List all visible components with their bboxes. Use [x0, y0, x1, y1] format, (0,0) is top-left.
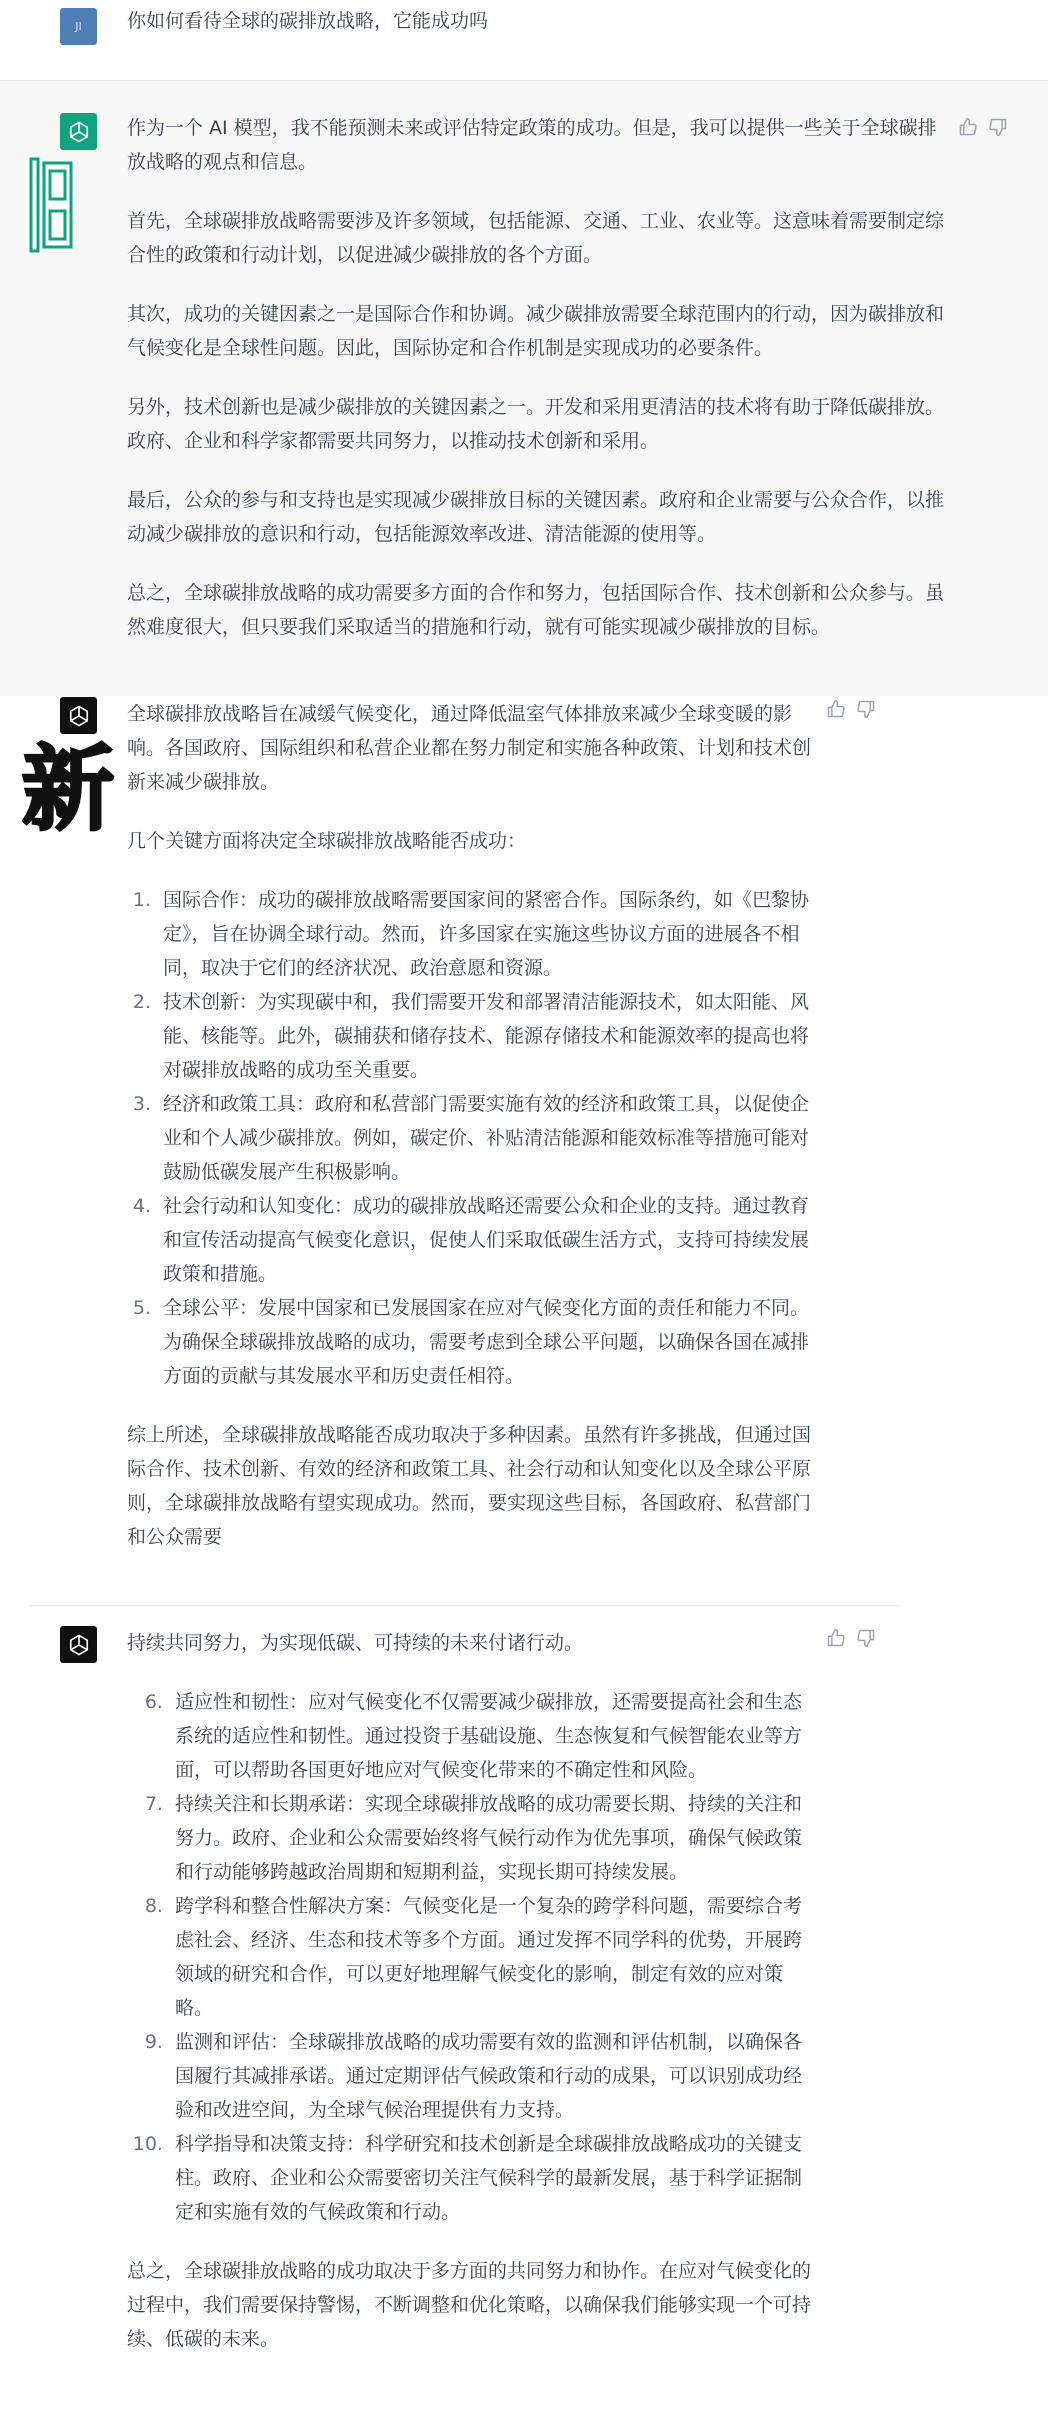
- list-item: 2. 技术创新：为实现碳中和，我们需要开发和部署清洁能源技术，如太阳能、风能、核能等。此外，碳捕获和储存技术、能源存储技术和能源效率的提高也将对碳排放战略的成功至关重要。: [157, 985, 812, 1087]
- thumbs-down-icon[interactable]: [856, 699, 876, 723]
- new-label-overlay: 新: [22, 736, 115, 843]
- answer-paragraph: 其次，成功的关键因素之一是国际合作和协调。减少碳排放需要全球范围内的行动，因为碳排放和气候变化是全球性问题。因此，国际协定和合作机制是实现成功的必要条件。: [127, 303, 945, 359]
- answer-intro: 全球碳排放战略旨在减缓气候变化，通过降低温室气体排放来减少全球变暖的影响。各国政府、国际组织和私营企业都在努力制定和实施各种政策、计划和技术创新来减少碳排放。: [127, 703, 812, 793]
- list-item: 9. 监测和评估：全球碳排放战略的成功需要有效的监测和评估机制，以确保各国履行其减排承诺。通过定期评估气候政策和行动的成果，可以识别成功经验和改进空间，为全球气候治理提供有力支持。: [169, 2025, 812, 2127]
- assistant-answer-continued: [127, 1626, 812, 2381]
- thumbs-up-icon[interactable]: [826, 1628, 846, 1652]
- answer-paragraph: 另外，技术创新也是减少碳排放的关键因素之一。开发和采用更清洁的技术将有助于降低碳排放。政府、企业和科学家都需要共同努力，以推动技术创新和采用。: [127, 396, 945, 452]
- thumbs-down-icon[interactable]: [856, 1628, 876, 1652]
- old-label-overlay: [28, 155, 74, 255]
- divider: [30, 1605, 900, 1606]
- openai-logo-icon: [60, 697, 97, 734]
- assistant-answer-old: [127, 111, 947, 669]
- feedback-buttons: [826, 1628, 876, 1652]
- list-item: 6. 适应性和韧性：应对气候变化不仅需要减少碳排放，还需要提高社会和生态系统的适应性和韧性。通过投资于基础设施、生态恢复和气候智能农业等方面，可以帮助各国更好地应对气候变化带来的不确定性和风险。: [169, 1685, 812, 1787]
- assistant-answer-new: [127, 697, 812, 1579]
- thumbs-up-icon[interactable]: [958, 117, 978, 141]
- assistant-message-continued: [0, 1610, 1048, 2418]
- answer-list: [127, 883, 812, 1393]
- answer-intro: 持续共同努力，为实现低碳、可持续的未来付诸行动。: [127, 1632, 584, 1654]
- list-item: 8. 跨学科和整合性解决方案：气候变化是一个复杂的跨学科问题，需要综合考虑社会、经济、生态和技术等多个方面。通过发挥不同学科的优势，开展跨领域的研究和合作，可以更好地理解气候变化的影响，制定有效的应对策略。: [169, 1889, 812, 2025]
- answer-lead: 几个关键方面将决定全球碳排放战略能否成功：: [127, 830, 527, 852]
- list-item: 4. 社会行动和认知变化：成功的碳排放战略还需要公众和企业的支持。通过教育和宣传活动提高气候变化意识，促使人们采取低碳生活方式，支持可持续发展政策和措施。: [157, 1189, 812, 1291]
- feedback-buttons: [958, 117, 1008, 141]
- answer-paragraph: 最后，公众的参与和支持也是实现减少碳排放目标的关键因素。政府和企业需要与公众合作，以推动减少碳排放的意识和行动，包括能源效率改进、清洁能源的使用等。: [127, 489, 945, 545]
- user-question: 你如何看待全球的碳排放战略，它能成功吗: [127, 10, 489, 32]
- thumbs-up-icon[interactable]: [826, 699, 846, 723]
- openai-logo-icon: [60, 113, 97, 150]
- list-item: 3. 经济和政策工具：政府和私营部门需要实施有效的经济和政策工具，以促使企业和个人减少碳排放。例如，碳定价、补贴清洁能源和能效标准等措施可能对鼓励低碳发展产生积极影响。: [157, 1087, 812, 1189]
- answer-paragraph: 总之，全球碳排放战略的成功需要多方面的合作和努力，包括国际合作、技术创新和公众参与。虽然难度很大，但只要我们采取适当的措施和行动，就有可能实现减少碳排放的目标。: [127, 582, 945, 638]
- assistant-message-old: [0, 81, 1048, 696]
- answer-paragraph: 作为一个 AI 模型，我不能预测未来或评估特定政策的成功。但是，我可以提供一些关于全球碳排放战略的观点和信息。: [127, 117, 937, 173]
- list-item: 7. 持续关注和长期承诺：实现全球碳排放战略的成功需要长期、持续的关注和努力。政府、企业和公众需要始终将气候行动作为优先事项，确保气候政策和行动能够跨越政治周期和短期利益，实现长期可持续发展。: [169, 1787, 812, 1889]
- list-item: 5. 全球公平：发展中国家和已发展国家在应对气候变化方面的责任和能力不同。为确保全球碳排放战略的成功，需要考虑到全球公平问题，以确保各国在减排方面的贡献与其发展水平和历史责任相符。: [157, 1291, 812, 1393]
- answer-list: [127, 1685, 812, 2229]
- answer-summary: 总之，全球碳排放战略的成功取决于多方面的共同努力和协作。在应对气候变化的过程中，我们需要保持警惕，不断调整和优化策略，以确保我们能够实现一个可持续、低碳的未来。: [127, 2260, 812, 2350]
- list-item: 10. 科学指导和决策支持：科学研究和技术创新是全球碳排放战略成功的关键支柱。政府、企业和公众需要密切关注气候科学的最新发展，基于科学证据制定和实施有效的气候政策和行动。: [169, 2127, 812, 2229]
- assistant-message-new: [0, 697, 1048, 1597]
- openai-logo-icon: [60, 1626, 97, 1663]
- feedback-buttons: [826, 699, 876, 723]
- user-avatar: JI: [60, 8, 97, 45]
- user-message-row: [0, 0, 1048, 81]
- thumbs-down-icon[interactable]: [988, 117, 1008, 141]
- answer-paragraph: 首先，全球碳排放战略需要涉及许多领域，包括能源、交通、工业、农业等。这意味着需要制定综合性的政策和行动计划，以促进减少碳排放的各个方面。: [127, 210, 945, 266]
- list-item: 1. 国际合作：成功的碳排放战略需要国家间的紧密合作。国际条约，如《巴黎协定》，旨在协调全球行动。然而，许多国家在实施这些协议方面的进展各不相同，取决于它们的经济状况、政治意愿和资源。: [157, 883, 812, 985]
- answer-summary: 综上所述，全球碳排放战略能否成功取决于多种因素。虽然有许多挑战，但通过国际合作、技术创新、有效的经济和政策工具、社会行动和认知变化以及全球公平原则，全球碳排放战略有望实现成功。然而，要实现这些目标，各国政府、私营部门和公众需要: [127, 1424, 812, 1548]
